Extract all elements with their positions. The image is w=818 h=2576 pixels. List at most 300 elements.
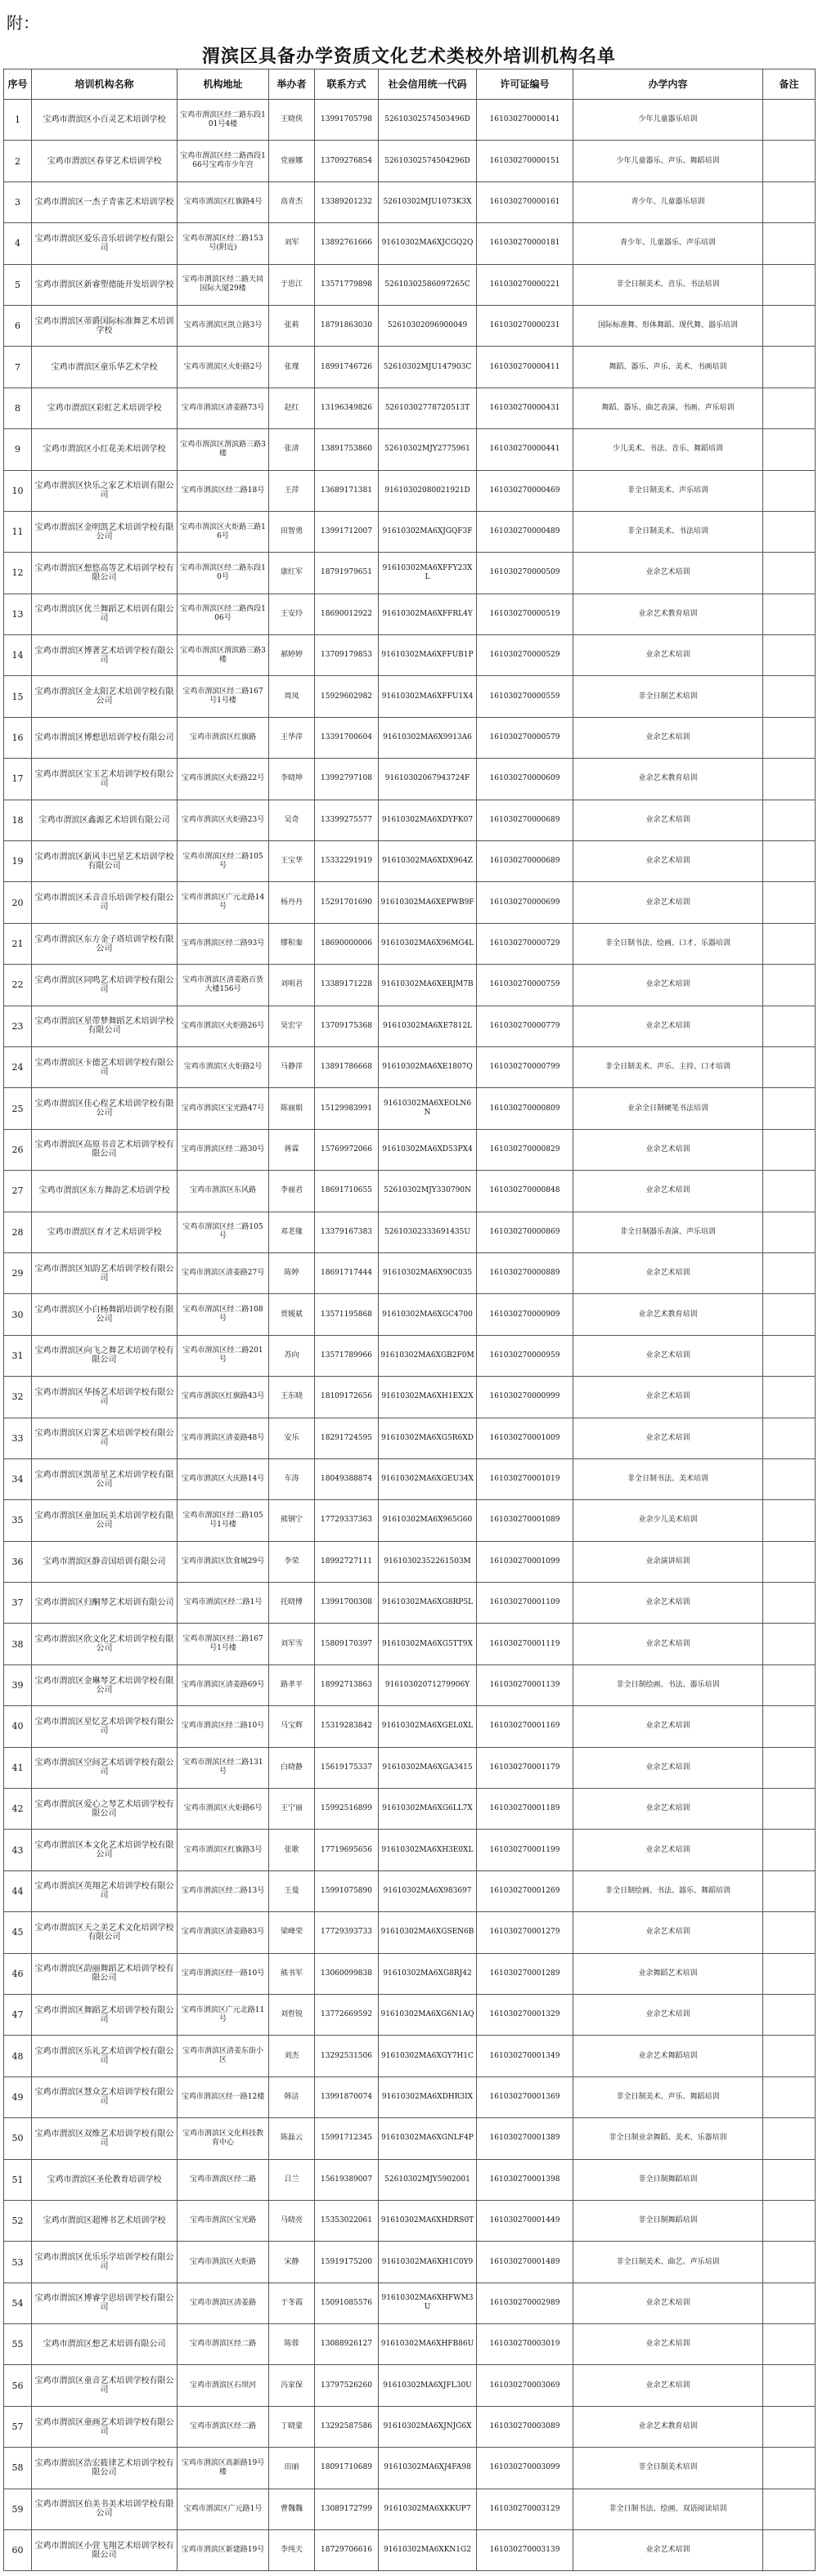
cell-organizer: 吕兰	[269, 2159, 315, 2200]
cell-address: 宝鸡市渭滨区大庆路14号	[178, 1458, 269, 1499]
cell-remark	[763, 1664, 816, 1705]
cell-name: 宝鸡市渭滨区英翔艺术培训学校有限公司	[32, 1870, 178, 1911]
cell-content: 业余艺术教育培训	[573, 759, 763, 800]
cell-license: 161030270000909	[477, 1294, 573, 1335]
table-row	[4, 2118, 816, 2159]
cell-contact: 13709276854	[315, 141, 379, 181]
table-row	[4, 841, 816, 882]
cell-remark	[763, 1458, 816, 1499]
cell-contact: 13391700604	[315, 717, 379, 758]
table-row	[4, 2406, 816, 2447]
cell-contact: 15332291919	[315, 841, 379, 882]
cell-content: 业余艺术培训	[573, 1912, 763, 1953]
cell-name: 宝鸡市渭滨区小红花美术培训学校	[32, 429, 178, 470]
cell-license: 161030270001279	[477, 1912, 573, 1953]
cell-credit-code: 91610302067943724F	[379, 759, 477, 800]
cell-remark	[763, 1006, 816, 1046]
cell-license: 161030270000151	[477, 141, 573, 181]
cell-license: 161030270001189	[477, 1789, 573, 1830]
cell-license: 161030270003099	[477, 2448, 573, 2489]
cell-remark	[763, 181, 816, 222]
cell-seq: 55	[4, 2324, 32, 2365]
table-row	[4, 1252, 816, 1293]
cell-contact: 13571789966	[315, 1335, 379, 1376]
cell-name: 宝鸡市渭滨区一杰子青雀艺术培训学校	[32, 181, 178, 222]
cell-content: 少年儿童器乐培训	[573, 100, 763, 141]
cell-license: 161030270000869	[477, 1212, 573, 1252]
cell-seq: 57	[4, 2406, 32, 2447]
cell-content: 非全日制业余舞蹈、美术、乐器培训	[573, 2118, 763, 2159]
cell-credit-code: 52610302778720513T	[379, 388, 477, 428]
cell-credit-code: 91610302MA6XJNJG6X	[379, 2406, 477, 2447]
cell-remark	[763, 2159, 816, 2200]
cell-address: 宝鸡市渭滨区清姜路69号	[178, 1664, 269, 1705]
cell-contact: 13196349826	[315, 388, 379, 428]
cell-organizer: 张莉	[269, 305, 315, 346]
table-row	[4, 305, 816, 346]
cell-address: 宝鸡市渭滨区经二路东段10号	[178, 553, 269, 594]
cell-seq: 38	[4, 1624, 32, 1664]
table-row	[4, 635, 816, 676]
cell-license: 161030270000729	[477, 923, 573, 964]
cell-remark	[763, 1377, 816, 1418]
cell-credit-code: 91610302MA6XGSEN6B	[379, 1912, 477, 1953]
cell-address: 宝鸡市渭滨区广元北路11号	[178, 1994, 269, 2035]
table-row	[4, 181, 816, 222]
cell-address: 宝鸡市渭滨区经二路153号(附近)	[178, 223, 269, 264]
cell-content: 少儿美术、书法、音乐、舞蹈培训	[573, 429, 763, 470]
cell-name: 宝鸡市渭滨区春芽艺术培训学校	[32, 141, 178, 181]
cell-contact: 17729393733	[315, 1912, 379, 1953]
cell-seq: 54	[4, 2283, 32, 2323]
cell-organizer: 于冬霞	[269, 2283, 315, 2323]
table-row	[4, 1664, 816, 1705]
cell-remark	[763, 841, 816, 882]
cell-content: 业余艺术培训	[573, 1706, 763, 1747]
table-row	[4, 1789, 816, 1830]
cell-organizer: 王安玲	[269, 594, 315, 634]
cell-contact: 15353022061	[315, 2200, 379, 2241]
cell-credit-code: 91610302MA6X9913A6	[379, 717, 477, 758]
cell-contact: 15319283842	[315, 1706, 379, 1747]
cell-address: 宝鸡市渭滨区火炬路2号	[178, 1046, 269, 1087]
table-row	[4, 1870, 816, 1911]
cell-contact: 15291701690	[315, 882, 379, 923]
cell-organizer: 韩洁	[269, 2076, 315, 2117]
cell-address: 宝鸡市渭滨区火炬路6号	[178, 1789, 269, 1830]
table-row	[4, 2036, 816, 2076]
cell-name: 宝鸡市渭滨区童画艺术培训学校有限公司	[32, 2406, 178, 2447]
cell-address: 宝鸡市渭滨区红旗路	[178, 717, 269, 758]
cell-remark	[763, 1953, 816, 1994]
cell-organizer: 吴奇	[269, 800, 315, 840]
cell-address: 宝鸡市渭滨区渭滨路三路3楼	[178, 429, 269, 470]
cell-organizer: 王晓侠	[269, 100, 315, 141]
cell-credit-code: 91610302MA6XGB2F0M	[379, 1335, 477, 1376]
cell-remark	[763, 511, 816, 552]
cell-organizer: 王萍	[269, 470, 315, 511]
cell-name: 宝鸡市渭滨区宝玉艺术培训学校有限公司	[32, 759, 178, 800]
cell-content: 非全日制艺术培训	[573, 676, 763, 717]
cell-contact: 18091710689	[315, 2448, 379, 2489]
table-row	[4, 553, 816, 594]
cell-organizer: 白晓静	[269, 1747, 315, 1788]
cell-contact: 17729337363	[315, 1500, 379, 1541]
cell-organizer: 高青杰	[269, 181, 315, 222]
cell-remark	[763, 2324, 816, 2365]
cell-organizer: 贾媛斌	[269, 1294, 315, 1335]
cell-contact: 13292531506	[315, 2036, 379, 2076]
table-row	[4, 1500, 816, 1541]
cell-license: 161030270000431	[477, 388, 573, 428]
cell-content: 业余艺术培训	[573, 1583, 763, 1624]
cell-content: 业余艺术培训	[573, 1830, 763, 1870]
cell-content: 业余艺术培训	[573, 717, 763, 758]
cell-seq: 13	[4, 594, 32, 634]
cell-address: 宝鸡市渭滨区清姜东街小区	[178, 2036, 269, 2076]
cell-organizer: 马宝辉	[269, 1706, 315, 1747]
cell-remark	[763, 1212, 816, 1252]
table-row	[4, 429, 816, 470]
cell-license: 161030270000809	[477, 1088, 573, 1129]
cell-contact: 13992797108	[315, 759, 379, 800]
cell-organizer: 康红军	[269, 553, 315, 594]
header-remark: 备注	[763, 69, 816, 100]
cell-remark	[763, 2530, 816, 2571]
cell-remark	[763, 965, 816, 1006]
cell-organizer: 田丽	[269, 2448, 315, 2489]
cell-address: 宝鸡市渭滨区红旗路4号	[178, 181, 269, 222]
cell-name: 宝鸡市渭滨区优兰舞蹈艺术培训有限公司	[32, 594, 178, 634]
cell-name: 宝鸡市渭滨区星带梦舞蹈艺术培训学校有限公司	[32, 1006, 178, 1046]
cell-contact: 13991712007	[315, 511, 379, 552]
cell-seq: 60	[4, 2530, 32, 2571]
cell-remark	[763, 1418, 816, 1458]
cell-license: 161030270000959	[477, 1335, 573, 1376]
cell-content: 非全日制美术、音乐、书法培训	[573, 264, 763, 305]
cell-content: 非全日制书法、绘画、双语阅读培训	[573, 2489, 763, 2529]
table-row	[4, 800, 816, 840]
cell-name: 宝鸡市渭滨区东方金子塔培训学校有限公司	[32, 923, 178, 964]
cell-contact: 18992713863	[315, 1664, 379, 1705]
cell-contact: 13797526260	[315, 2365, 379, 2406]
cell-seq: 22	[4, 965, 32, 1006]
cell-contact: 15929602982	[315, 676, 379, 717]
cell-contact: 13991705798	[315, 100, 379, 141]
cell-remark	[763, 676, 816, 717]
cell-contact: 18992727111	[315, 1541, 379, 1582]
cell-contact: 13991870074	[315, 2076, 379, 2117]
cell-remark	[763, 347, 816, 388]
cell-name: 宝鸡市渭滨区星忆艺术培训学校有限公司	[32, 1706, 178, 1747]
cell-credit-code: 91610302MA6XFFRL4Y	[379, 594, 477, 634]
cell-name: 宝鸡市渭滨区空间艺术培训学校有限公司	[32, 1747, 178, 1788]
cell-remark	[763, 100, 816, 141]
cell-remark	[763, 1870, 816, 1911]
cell-content: 业余艺术培训	[573, 1624, 763, 1664]
cell-credit-code: 91610302MA6XH1C0Y9	[379, 2242, 477, 2283]
cell-content: 非全日制舞蹈培训	[573, 2159, 763, 2200]
table-row	[4, 1171, 816, 1212]
cell-organizer: 宋静	[269, 2242, 315, 2283]
cell-seq: 51	[4, 2159, 32, 2200]
cell-seq: 47	[4, 1994, 32, 2035]
table-row	[4, 1377, 816, 1418]
cell-content: 业余艺术舞蹈培训	[573, 2036, 763, 2076]
cell-organizer: 李晓坤	[269, 759, 315, 800]
cell-organizer: 王曼	[269, 1870, 315, 1911]
cell-seq: 33	[4, 1418, 32, 1458]
cell-name: 宝鸡市渭滨区归酮琴艺术培训有限公司	[32, 1583, 178, 1624]
cell-license: 161030270000699	[477, 882, 573, 923]
cell-content: 业余艺术教育培训	[573, 2406, 763, 2447]
document-title: 渭滨区具备办学资质文化艺术类校外培训机构名单	[201, 46, 616, 67]
cell-contact: 13772669592	[315, 1994, 379, 2035]
cell-address: 宝鸡市渭滨区经二路167号1号楼	[178, 1624, 269, 1664]
cell-address: 宝鸡市渭滨区经二路西段166号宝鸡市少年宫	[178, 141, 269, 181]
cell-contact: 13991700308	[315, 1583, 379, 1624]
cell-name: 宝鸡市渭滨区金太阳艺术培训学校有限公司	[32, 676, 178, 717]
cell-contact: 13379167383	[315, 1212, 379, 1252]
cell-content: 业余艺术教育培训	[573, 1294, 763, 1335]
cell-address: 宝鸡市渭滨区火炬路	[178, 2242, 269, 2283]
cell-organizer: 于思江	[269, 264, 315, 305]
cell-content: 业余艺术培训	[573, 1129, 763, 1170]
cell-name: 宝鸡市渭滨区高原书音艺术培训学校有限公司	[32, 1129, 178, 1170]
table-row	[4, 1912, 816, 1953]
cell-license: 161030270001179	[477, 1747, 573, 1788]
cell-seq: 21	[4, 923, 32, 964]
cell-license: 161030270001109	[477, 1583, 573, 1624]
cell-credit-code: 91610302MA6XE1807Q	[379, 1046, 477, 1087]
cell-remark	[763, 223, 816, 264]
cell-seq: 53	[4, 2242, 32, 2283]
cell-credit-code: 91610302MA6XGA3415	[379, 1747, 477, 1788]
cell-remark	[763, 1747, 816, 1788]
table-row	[4, 882, 816, 923]
cell-seq: 24	[4, 1046, 32, 1087]
cell-seq: 40	[4, 1706, 32, 1747]
cell-contact: 18291724595	[315, 1418, 379, 1458]
cell-address: 宝鸡市渭滨区经二路131号	[178, 1747, 269, 1788]
cell-credit-code: 52610302MJU1073K3X	[379, 181, 477, 222]
cell-license: 161030270000221	[477, 264, 573, 305]
table-row	[4, 1129, 816, 1170]
cell-address: 宝鸡市渭滨区经二路30号	[178, 1129, 269, 1170]
cell-name: 宝鸡市渭滨区凯蒂星艺术培训学校有限公司	[32, 1458, 178, 1499]
cell-name: 宝鸡市渭滨区华扬艺术培训学校有限公司	[32, 1377, 178, 1418]
cell-remark	[763, 1706, 816, 1747]
cell-credit-code: 52610302MJU147903C	[379, 347, 477, 388]
cell-remark	[763, 1624, 816, 1664]
cell-content: 非全日制美术、声乐、舞蹈培训	[573, 2076, 763, 2117]
cell-organizer: 陈蓉	[269, 2324, 315, 2365]
cell-credit-code: 91610302MA6XJFL30U	[379, 2365, 477, 2406]
cell-seq: 30	[4, 1294, 32, 1335]
cell-remark	[763, 553, 816, 594]
cell-address: 宝鸡市渭滨区广元路1号	[178, 2489, 269, 2529]
table-row	[4, 1335, 816, 1376]
cell-content: 业余舞蹈艺术培训	[573, 1953, 763, 1994]
cell-address: 宝鸡市渭滨区火炬路三路16号	[178, 511, 269, 552]
cell-content: 业余全日制硬笔书法培训	[573, 1088, 763, 1129]
cell-organizer: 刘明君	[269, 965, 315, 1006]
cell-credit-code: 91610302MA6XEPWB9F	[379, 882, 477, 923]
cell-license: 161030270001009	[477, 1418, 573, 1458]
cell-remark	[763, 1171, 816, 1212]
cell-seq: 56	[4, 2365, 32, 2406]
cell-credit-code: 91610302MA6XJGQF3F	[379, 511, 477, 552]
cell-address: 宝鸡市渭滨区经二路105号	[178, 841, 269, 882]
cell-address: 宝鸡市渭滨区经二路	[178, 2159, 269, 2200]
cell-address: 宝鸡市渭滨区清姜路83号	[178, 1912, 269, 1953]
cell-organizer: 王东晓	[269, 1377, 315, 1418]
cell-contact: 15991712345	[315, 2118, 379, 2159]
cell-credit-code: 91610302352261503M	[379, 1541, 477, 1582]
table-row	[4, 2076, 816, 2117]
cell-contact: 13709175368	[315, 1006, 379, 1046]
cell-seq: 36	[4, 1541, 32, 1582]
cell-license: 161030270001349	[477, 2036, 573, 2076]
cell-seq: 52	[4, 2200, 32, 2241]
cell-seq: 25	[4, 1088, 32, 1129]
cell-name: 宝鸡市渭滨区舞蹈艺术培训学校有限公司	[32, 1994, 178, 2035]
cell-remark	[763, 923, 816, 964]
cell-organizer: 托晓博	[269, 1583, 315, 1624]
cell-license: 161030270001099	[477, 1541, 573, 1582]
cell-address: 宝鸡市渭滨区清姜路27号	[178, 1252, 269, 1293]
cell-address: 宝鸡市渭滨区经二路93号	[178, 923, 269, 964]
cell-license: 161030270000779	[477, 1006, 573, 1046]
table-row	[4, 1541, 816, 1582]
cell-credit-code: 52610302MJY330790N	[379, 1171, 477, 1212]
cell-license: 161030270001489	[477, 2242, 573, 2283]
cell-license: 161030270001449	[477, 2200, 573, 2241]
cell-contact: 13088926127	[315, 2324, 379, 2365]
cell-content: 业余艺术培训	[573, 2530, 763, 2571]
cell-address: 宝鸡市渭滨区清姜路48号	[178, 1418, 269, 1458]
cell-seq: 7	[4, 347, 32, 388]
cell-content: 业余艺术培训	[573, 1335, 763, 1376]
cell-contact: 17719695656	[315, 1830, 379, 1870]
cell-license: 161030270000509	[477, 553, 573, 594]
cell-credit-code: 91610302MA6XHDRS0T	[379, 2200, 477, 2241]
cell-address: 宝鸡市渭滨区经二路13号	[178, 1870, 269, 1911]
cell-content: 业余艺术培训	[573, 841, 763, 882]
cell-contact: 13399275577	[315, 800, 379, 840]
cell-contact: 18791863030	[315, 305, 379, 346]
cell-contact: 13571195868	[315, 1294, 379, 1335]
table-row	[4, 1418, 816, 1458]
cell-content: 业余艺术培训	[573, 635, 763, 676]
cell-address: 宝鸡市渭滨区经二路1号	[178, 1583, 269, 1624]
header-organizer: 举办者	[269, 69, 315, 100]
cell-name: 宝鸡市渭滨区新睿塑德能开发培训学校	[32, 264, 178, 305]
cell-content: 业余艺术培训	[573, 1252, 763, 1293]
cell-organizer: 张清	[269, 429, 315, 470]
cell-license: 161030270001139	[477, 1664, 573, 1705]
cell-content: 舞蹈、器乐、声乐、美术、书画培训	[573, 347, 763, 388]
cell-content: 业余艺术培训	[573, 1171, 763, 1212]
document-prefix: 附：	[7, 13, 39, 33]
table-row	[4, 2530, 816, 2571]
cell-seq: 9	[4, 429, 32, 470]
table-row	[4, 1953, 816, 1994]
cell-name: 宝鸡市渭滨区韵丽舞蹈艺术培训学校有限公司	[32, 1953, 178, 1994]
table-row	[4, 2324, 816, 2365]
cell-content: 业余艺术培训	[573, 882, 763, 923]
cell-seq: 15	[4, 676, 32, 717]
header-address: 机构地址	[178, 69, 269, 100]
cell-content: 业余演讲培训	[573, 1541, 763, 1582]
cell-credit-code: 91610302MA6XGC4700	[379, 1294, 477, 1335]
cell-address: 宝鸡市渭滨区经一路10号	[178, 1953, 269, 1994]
cell-address: 宝鸡市渭滨区渭滨路三路3楼	[178, 635, 269, 676]
table-row	[4, 2365, 816, 2406]
cell-remark	[763, 2283, 816, 2323]
cell-contact: 13571779898	[315, 264, 379, 305]
cell-seq: 16	[4, 717, 32, 758]
cell-address: 宝鸡市渭滨区经二路10号	[178, 1706, 269, 1747]
cell-credit-code: 91610302MA6XJCGQ2Q	[379, 223, 477, 264]
table-row	[4, 347, 816, 388]
cell-content: 业余艺术培训	[573, 1418, 763, 1458]
table-row	[4, 1006, 816, 1046]
cell-license: 161030270002989	[477, 2283, 573, 2323]
cell-content: 非全日制器乐表演、声乐培训	[573, 1212, 763, 1252]
cell-seq: 5	[4, 264, 32, 305]
cell-address: 宝鸡市渭滨区经一路12楼	[178, 2076, 269, 2117]
cell-license: 161030270000829	[477, 1129, 573, 1170]
cell-seq: 43	[4, 1830, 32, 1870]
cell-license: 161030270000181	[477, 223, 573, 264]
cell-remark	[763, 305, 816, 346]
cell-credit-code: 91610302MA6XERJM7B	[379, 965, 477, 1006]
cell-address: 宝鸡市渭滨区经二路天同国际大厦29楼	[178, 264, 269, 305]
cell-organizer: 曹魏魏	[269, 2489, 315, 2529]
cell-name: 宝鸡市渭滨区快乐之家艺术培训有限公司	[32, 470, 178, 511]
cell-remark	[763, 1541, 816, 1582]
cell-content: 少年儿童器乐、声乐、舞蹈培训	[573, 141, 763, 181]
header-name: 培训机构名称	[32, 69, 178, 100]
cell-name: 宝鸡市渭滨区超博书艺术培训学校	[32, 2200, 178, 2241]
cell-license: 161030270000231	[477, 305, 573, 346]
cell-seq: 23	[4, 1006, 32, 1046]
cell-address: 宝鸡市渭滨区东风路	[178, 1171, 269, 1212]
cell-name: 宝鸡市渭滨区圣伦教育培训学校	[32, 2159, 178, 2200]
cell-credit-code: 52610302574504296D	[379, 141, 477, 181]
table-body	[4, 100, 816, 2571]
cell-address: 宝鸡市渭滨区经二路	[178, 2406, 269, 2447]
cell-seq: 11	[4, 511, 32, 552]
cell-seq: 18	[4, 800, 32, 840]
cell-license: 161030270003019	[477, 2324, 573, 2365]
cell-license: 161030270000529	[477, 635, 573, 676]
cell-license: 161030270001089	[477, 1500, 573, 1541]
cell-name: 宝鸡市渭滨区爱乐音乐培训学校有限公司	[32, 223, 178, 264]
cell-contact: 15991075890	[315, 1870, 379, 1911]
cell-name: 宝鸡市渭滨区慧众艺术培训学校有限公司	[32, 2076, 178, 2117]
cell-credit-code: 91610302MA6XGNLF4P	[379, 2118, 477, 2159]
cell-credit-code: 52610302MJY2775961	[379, 429, 477, 470]
cell-credit-code: 91610302071279906Y	[379, 1664, 477, 1705]
cell-credit-code: 91610302MA6XGY7H1C	[379, 2036, 477, 2076]
cell-name: 宝鸡市渭滨区知韵艺术培训学校有限公司	[32, 1252, 178, 1293]
cell-content: 业余少儿美术培训	[573, 1500, 763, 1541]
cell-name: 宝鸡市渭滨区博想思培训学校有限公司	[32, 717, 178, 758]
cell-license: 161030270000579	[477, 717, 573, 758]
cell-remark	[763, 1994, 816, 2035]
